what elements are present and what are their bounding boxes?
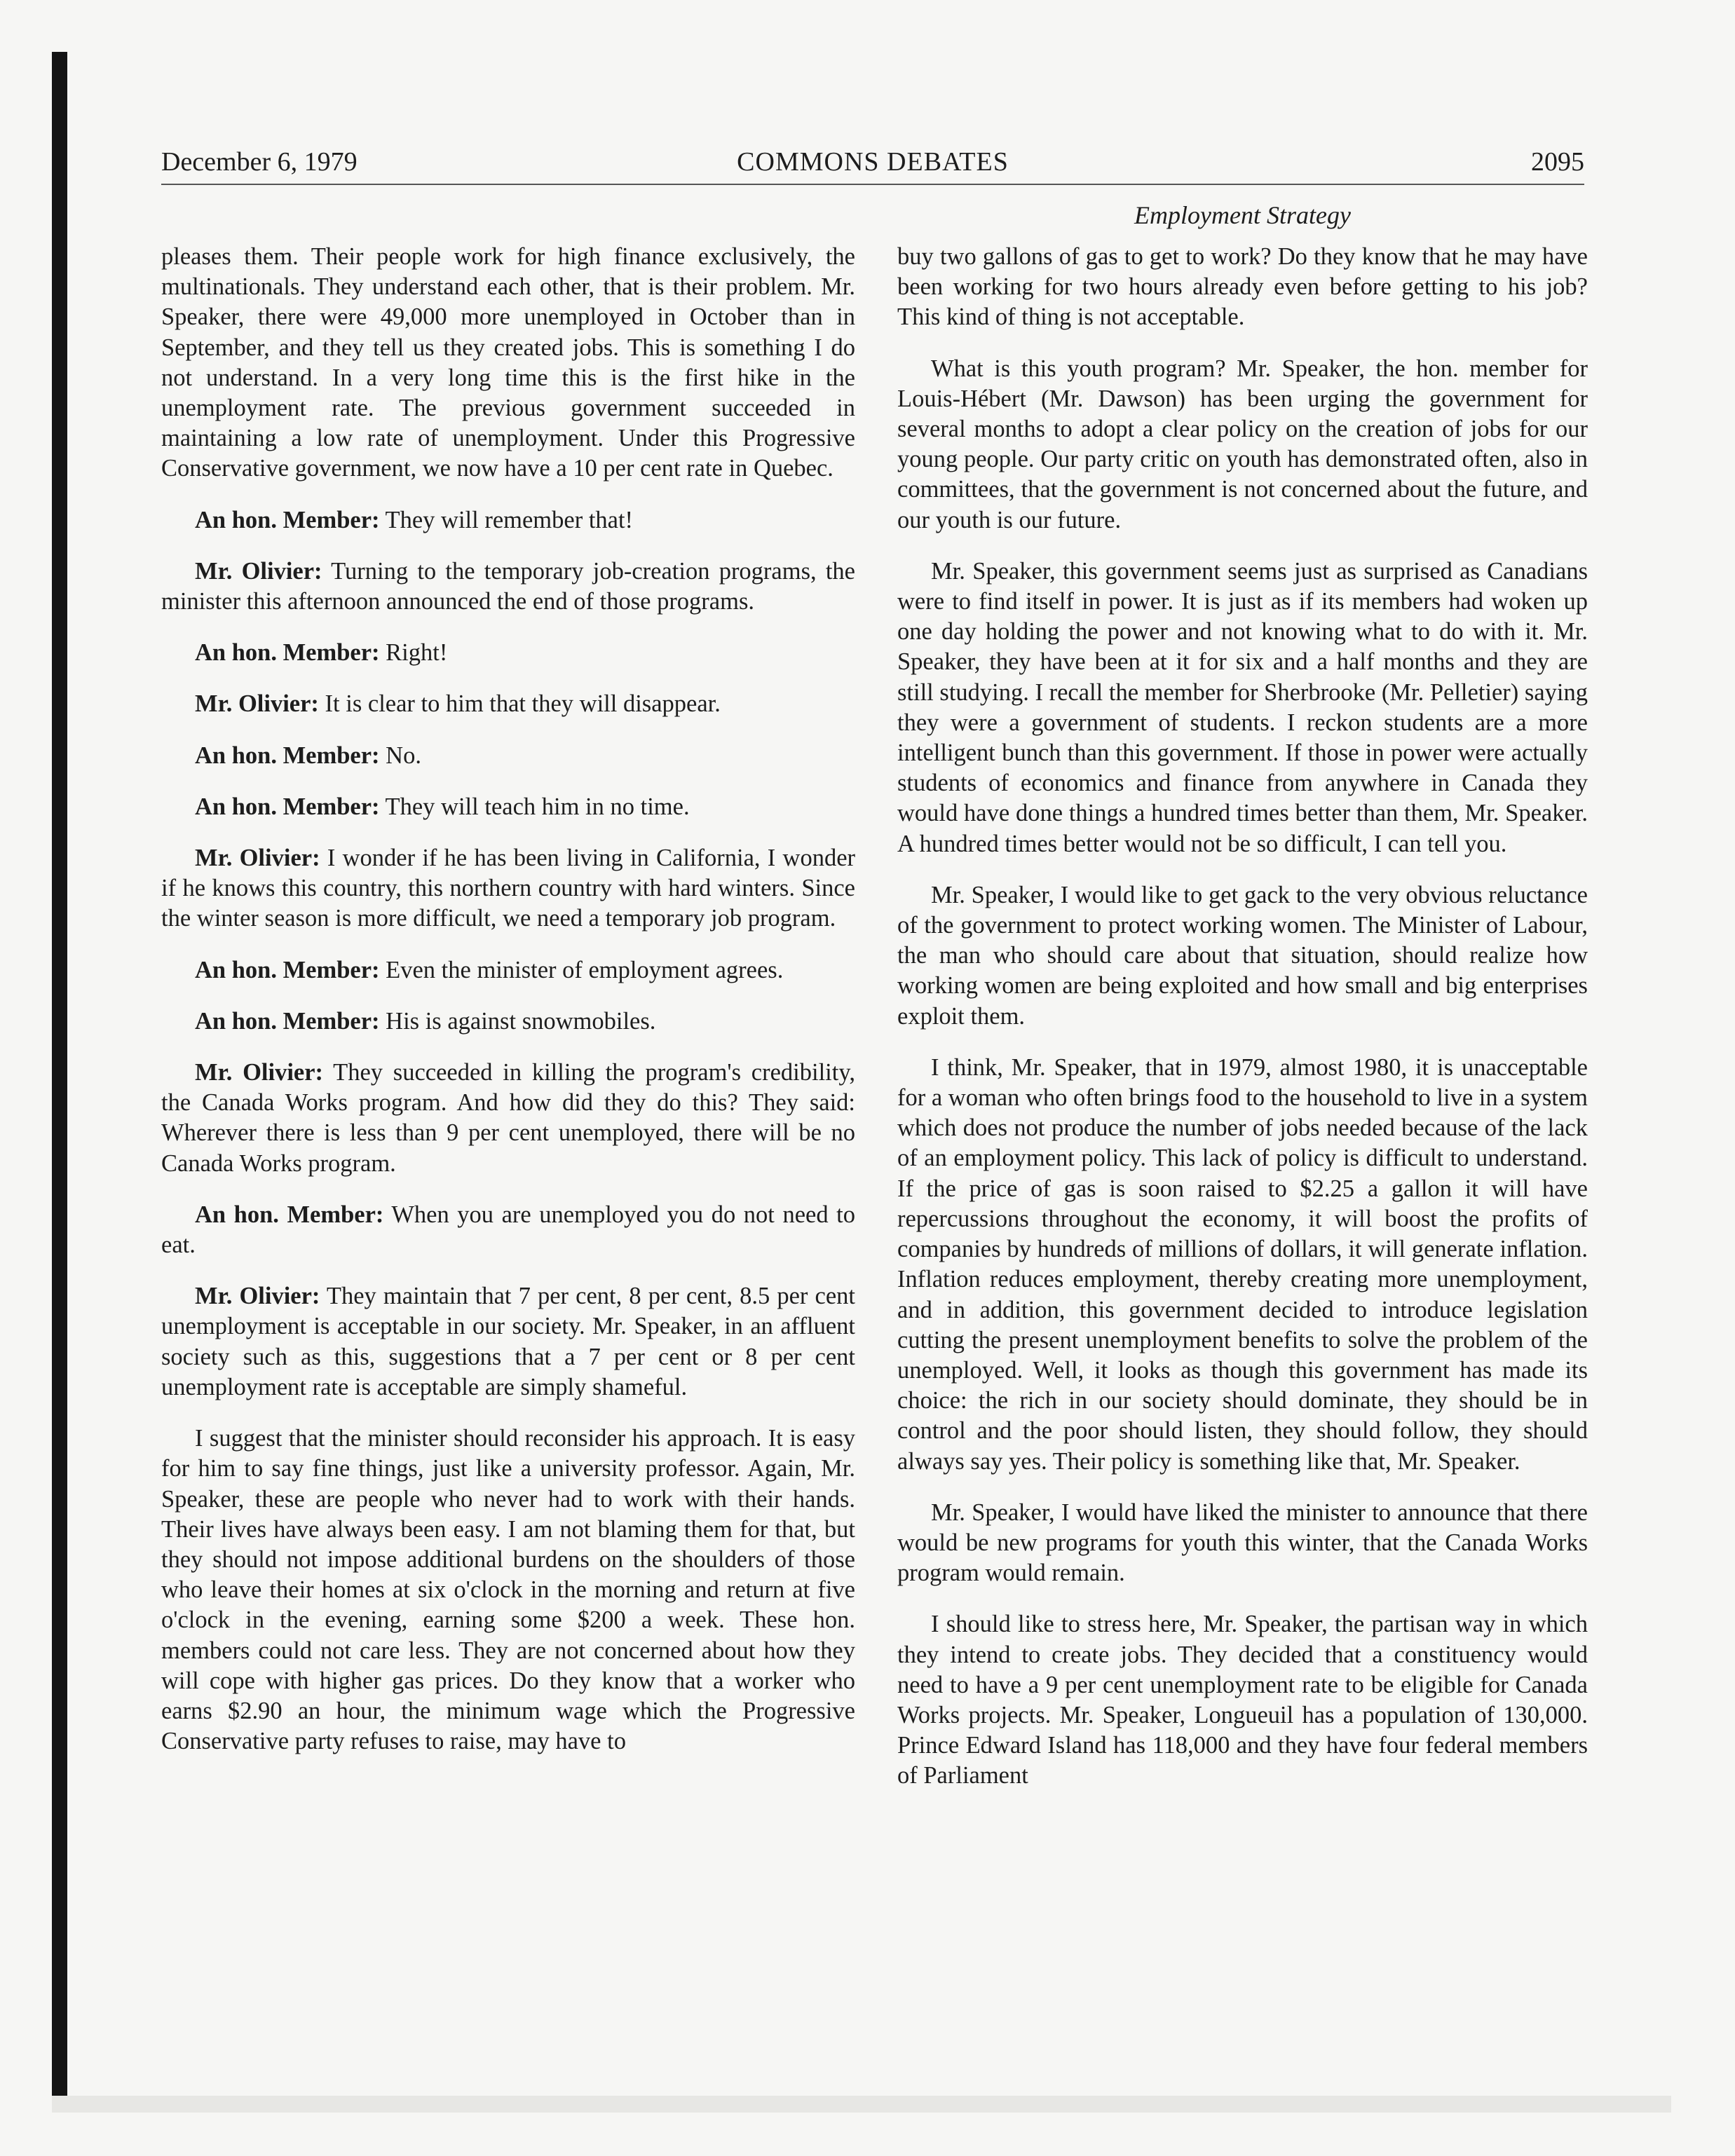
speaker-label: An hon. Member: [195,506,380,533]
paragraph-text: I wonder if he has been living in California, I wonder if he knows this country, this northern country with hard winters. Since the winter season is more difficult, we need a temporary job program. [161,845,856,932]
paragraph [161,638,855,668]
paragraph-text: What is this youth program? Mr. Speaker, the hon. member for Louis-Hébert (Mr. Dawson) has been urging the government for several months to adopt a clear policy on the creation of jobs for our young people. Our party critic on youth has demonstrated often, also in committees, that the government is not concerned about the future, and our youth is our future. [897,355,1588,533]
paragraph [161,689,855,719]
speaker-label: Mr. Olivier: [195,845,320,872]
paragraph-text: They will teach him in no time. [385,793,690,820]
paragraph [161,557,855,617]
paragraph-text: I suggest that the minister should reconsider his approach. It is easy for him to say fine things, just like a university professor. Again, Mr. Speaker, these are people who never had to work with their hands. Their lives have always been easy. I am not blaming them for that, but they should not impose additional burdens on the shoulders of those who leave their homes at six o'clock in the morning and return at five o'clock in the evening, earning some $200 a week. These hon. members could not care less. They are not concerned about how they will cope with higher gas prices. Do they know that a worker who earns $2.90 an hour, the minimum wage which the Progressive Conservative party refuses to raise, may have to [161,1425,855,1755]
paragraph [161,1281,855,1403]
speaker-label: Mr. Olivier: [195,1283,320,1310]
paragraph-text: His is against snowmobiles. [386,1007,656,1035]
right-column [897,242,1588,1813]
paragraph [161,843,855,934]
paragraph [161,955,855,985]
speaker-label: An hon. Member: [195,742,380,769]
paragraph [161,1200,855,1260]
scan-border-left [52,52,67,2107]
paragraph-text: Right! [386,639,448,667]
section-title: Employment Strategy [1134,201,1351,229]
speaker-label: An hon. Member: [195,1201,384,1228]
paragraph [161,1007,855,1037]
paragraph [897,880,1588,1032]
paragraph-text: Mr. Speaker, I would like to get gack to the very obvious reluctance of the government to protect working women. The Minister of Labour, the man who should care about that situation, should realize how working women are being exploited and how small and big enterprises exploit them. [897,881,1588,1030]
paragraph-text: I should like to stress here, Mr. Speaker, the partisan way in which they intend to create jobs. They decided that a constituency would need to have a 9 per cent unemployment rate to be eligible for Canada Works projects. Mr. Speaker, Longueuil has a population of 130,000. Prince Edward Island has 118,000 and they have four federal members of Parliament [897,1611,1588,1789]
scan-border-bottom [52,2096,1671,2113]
paragraph [161,792,855,822]
paragraph-text: No. [386,742,421,769]
paragraph [161,1424,855,1756]
paragraph-text: Turning to the temporary job-creation programs, the minister this afternoon announced the end of those programs. [161,557,855,615]
paragraph-text: Even the minister of employment agrees. [386,956,784,983]
speaker-label: Mr. Olivier: [195,1059,324,1086]
left-column [161,242,855,1778]
paragraph [897,557,1588,859]
paragraph [897,354,1588,535]
paragraph-text: Mr. Speaker, I would have liked the minister to announce that there would be new programs for youth this winter, that the Canada Works program would remain. [897,1499,1588,1587]
speaker-label: Mr. Olivier: [195,557,322,585]
paragraph [161,741,855,771]
paragraph [897,1609,1588,1791]
paragraph [897,242,1588,333]
paragraph-text: I think, Mr. Speaker, that in 1979, almost 1980, it is unacceptable for a woman who often brings food to the household to live in a system which does not produce the number of jobs needed because of the lack of an employment policy. This lack of policy is difficult to understand. If the price of gas is soon raised to $2.25 a gallon it will have repercussions throughout the economy, it will boost the profits of companies by hundreds of millions of dollars, it will generate inflation. Inflation reduces employment, thereby creating more unemployment, and in addition, this government decided to introduce legislation cutting the present unemployment benefits to solve the problem of the unemployed. Well, it looks as though this government has made its choice: the rich in our society should dominate, they should be in control and the poor should listen, they should follow, they should always say yes. Their policy is something like that, Mr. Speaker. [897,1053,1588,1475]
paragraph [897,1498,1588,1589]
paragraph-text: When you are unemployed you do not need to eat. [161,1201,855,1259]
paragraph-text: They maintain that 7 per cent, 8 per cent, 8.5 per cent unemployment is acceptable in our society. Mr. Speaker, in an affluent society such as this, suggestions that a 7 per cent or 8 per cent unemployment rate is acceptable are simply shameful. [161,1283,855,1400]
speaker-label: An hon. Member: [195,1007,380,1035]
paragraph [161,505,855,535]
header-date: December 6, 1979 [161,147,358,177]
speaker-label: Mr. Olivier: [195,690,319,718]
page-header [161,143,1584,181]
paragraph-text: They succeeded in killing the program's credibility, the Canada Works program. And how did they do this? They said: Wherever there is less than 9 per cent unemployed, there will be no Canada Works program. [161,1059,855,1177]
paragraph-text: They will remember that! [385,506,634,533]
paragraph-text: Mr. Speaker, this government seems just as surprised as Canadians were to find itself in power. It is just as if its members had woken up one day holding the power and not knowing what to do with it. Mr. Speaker, they have been at it for six and a half months and they are still studying. I recall the member for Sherbrooke (Mr. Pelletier) saying they were a government of students. I reckon students are a more intelligent bunch than this government. If those in power were actually students of economics and finance from anywhere in Canada they would have done things a hundred times better than them, Mr. Speaker. A hundred times better would not be so difficult, I can tell you. [897,557,1588,857]
paragraph [161,1058,855,1179]
paragraph [897,1053,1588,1477]
paragraph-text: It is clear to him that they will disappear. [325,690,721,718]
speaker-label: An hon. Member: [195,956,380,983]
header-journal-title: COMMONS DEBATES [737,147,1009,177]
header-rule [161,184,1584,185]
speaker-label: An hon. Member: [195,639,380,667]
paragraph [161,242,855,484]
paragraph-text: buy two gallons of gas to get to work? Do they know that he may have been working for two hours already even before getting to his job? This kind of thing is not acceptable. [897,243,1588,331]
paragraph-text: pleases them. Their people work for high finance exclusively, the multinationals. They understand each other, that is their problem. Mr. Speaker, there were 49,000 more unemployed in October than in September, and they tell us they created jobs. This is something I do not understand. In a very long time this is the first hike in the unemployment rate. The previous government succeeded in maintaining a low rate of unemployment. Under this Progressive Conservative government, we now have a 10 per cent rate in Quebec. [161,243,855,482]
header-page-number: 2095 [1531,147,1584,177]
speaker-label: An hon. Member: [195,793,380,820]
